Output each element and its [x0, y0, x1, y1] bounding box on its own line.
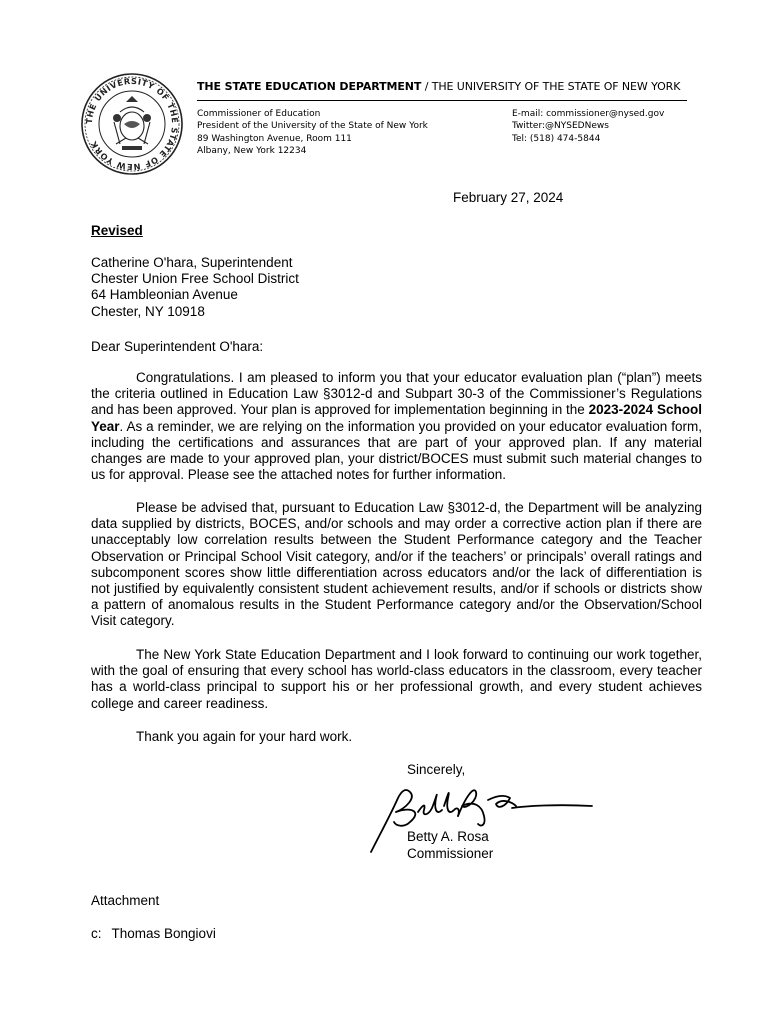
cc-label: c: — [91, 926, 102, 941]
contact-email: E-mail: commissioner@nysed.gov — [512, 109, 665, 119]
office-title-line: President of the University of the State of New York — [197, 121, 428, 132]
office-address-line: Albany, New York 12234 — [197, 145, 307, 156]
carbon-copy-line — [91, 926, 216, 941]
signer-name: Betty A. Rosa — [407, 829, 489, 844]
seal-text: THE UNIVERSITY OF THE STATE OF NEW YORK — [83, 75, 181, 173]
contact-phone: Tel: (518) 474-5844 — [512, 133, 601, 144]
address-line: Chester, NY 10918 — [91, 303, 205, 319]
body-paragraph-2: Please be advised that, pursuant to Education Law §3012-d, the Department will be analyzing data supplied by districts, BOCES, and/or schools and may order a corrective action plan if there are unacceptably low correlation results between the Student Performance category and the Teacher Observation or Principal School Visit category, and/or if the teachers’ or principals’ overall ratings and subcomponent scores show little differentiation across educators and/or the lack of differentiation is not justified by equivalently consistent student achievement results, and/or if schools or districts show a pattern of anomalous results in the Student Performance category and/or the Observation/School Visit category. — [91, 500, 702, 629]
school-year-emphasis: 2023-2024 School Year — [91, 402, 702, 434]
cc-recipient: Thomas Bongiovi — [111, 926, 216, 941]
contact-twitter: Twitter:@NYSEDNews — [512, 121, 609, 132]
signer-title: Commissioner — [407, 846, 494, 861]
university-name: THE UNIVERSITY OF THE STATE OF NEW YORK — [431, 80, 681, 93]
signer-block — [407, 828, 493, 862]
attachment-note: Attachment — [91, 893, 160, 908]
recipient-address — [91, 255, 299, 320]
thank-you-line: Thank you again for your hard work. — [136, 729, 353, 744]
revised-label: Revised — [91, 223, 143, 238]
body-paragraph-3: The New York State Education Department and I look forward to continuing our work together, with the goal of ensuring that every school has world-class educators in the classroom, every teacher has a world-class principal to support his or her professional growth, and every student achieves college and career readiness. — [91, 647, 702, 711]
salutation: Dear Superintendent O'hara: — [91, 339, 264, 354]
body-paragraph-1 — [91, 370, 702, 483]
closing: Sincerely, — [407, 762, 466, 777]
letterhead-office-info — [197, 108, 428, 157]
state-seal-icon — [80, 72, 184, 176]
paragraph-text: . As a reminder, we are relying on the information you provided on your educator evaluation form, including the certifications and assurances that are part of your approved plan. If any material changes are made to your approved plan, your district/BOCES must submit such material changes to us for approval. Please see the attached notes for further information. — [91, 418, 702, 483]
department-name: THE STATE EDUCATION DEPARTMENT — [197, 80, 422, 93]
letterhead-contact-info — [512, 108, 664, 145]
office-title-line: Commissioner of Education — [197, 109, 321, 119]
letterhead-title — [197, 80, 680, 93]
letter-date: February 27, 2024 — [453, 190, 564, 205]
paragraph-text: Congratulations. I am pleased to inform you that your educator evaluation plan (“plan”) meets the criteria outlined in Education Law §3012-d and Subpart 30-3 of the Commissioner’s Regulations and has been approved. Your plan is approved for implementation beginning in the — [91, 370, 702, 418]
letterhead-divider — [197, 100, 687, 101]
address-line: Catherine O'hara, Superintendent — [91, 255, 293, 270]
office-address-line: 89 Washington Avenue, Room 111 — [197, 133, 352, 144]
title-separator: / — [421, 80, 432, 93]
address-line: Chester Union Free School District — [91, 271, 299, 287]
address-line: 64 Hambleonian Avenue — [91, 287, 238, 303]
